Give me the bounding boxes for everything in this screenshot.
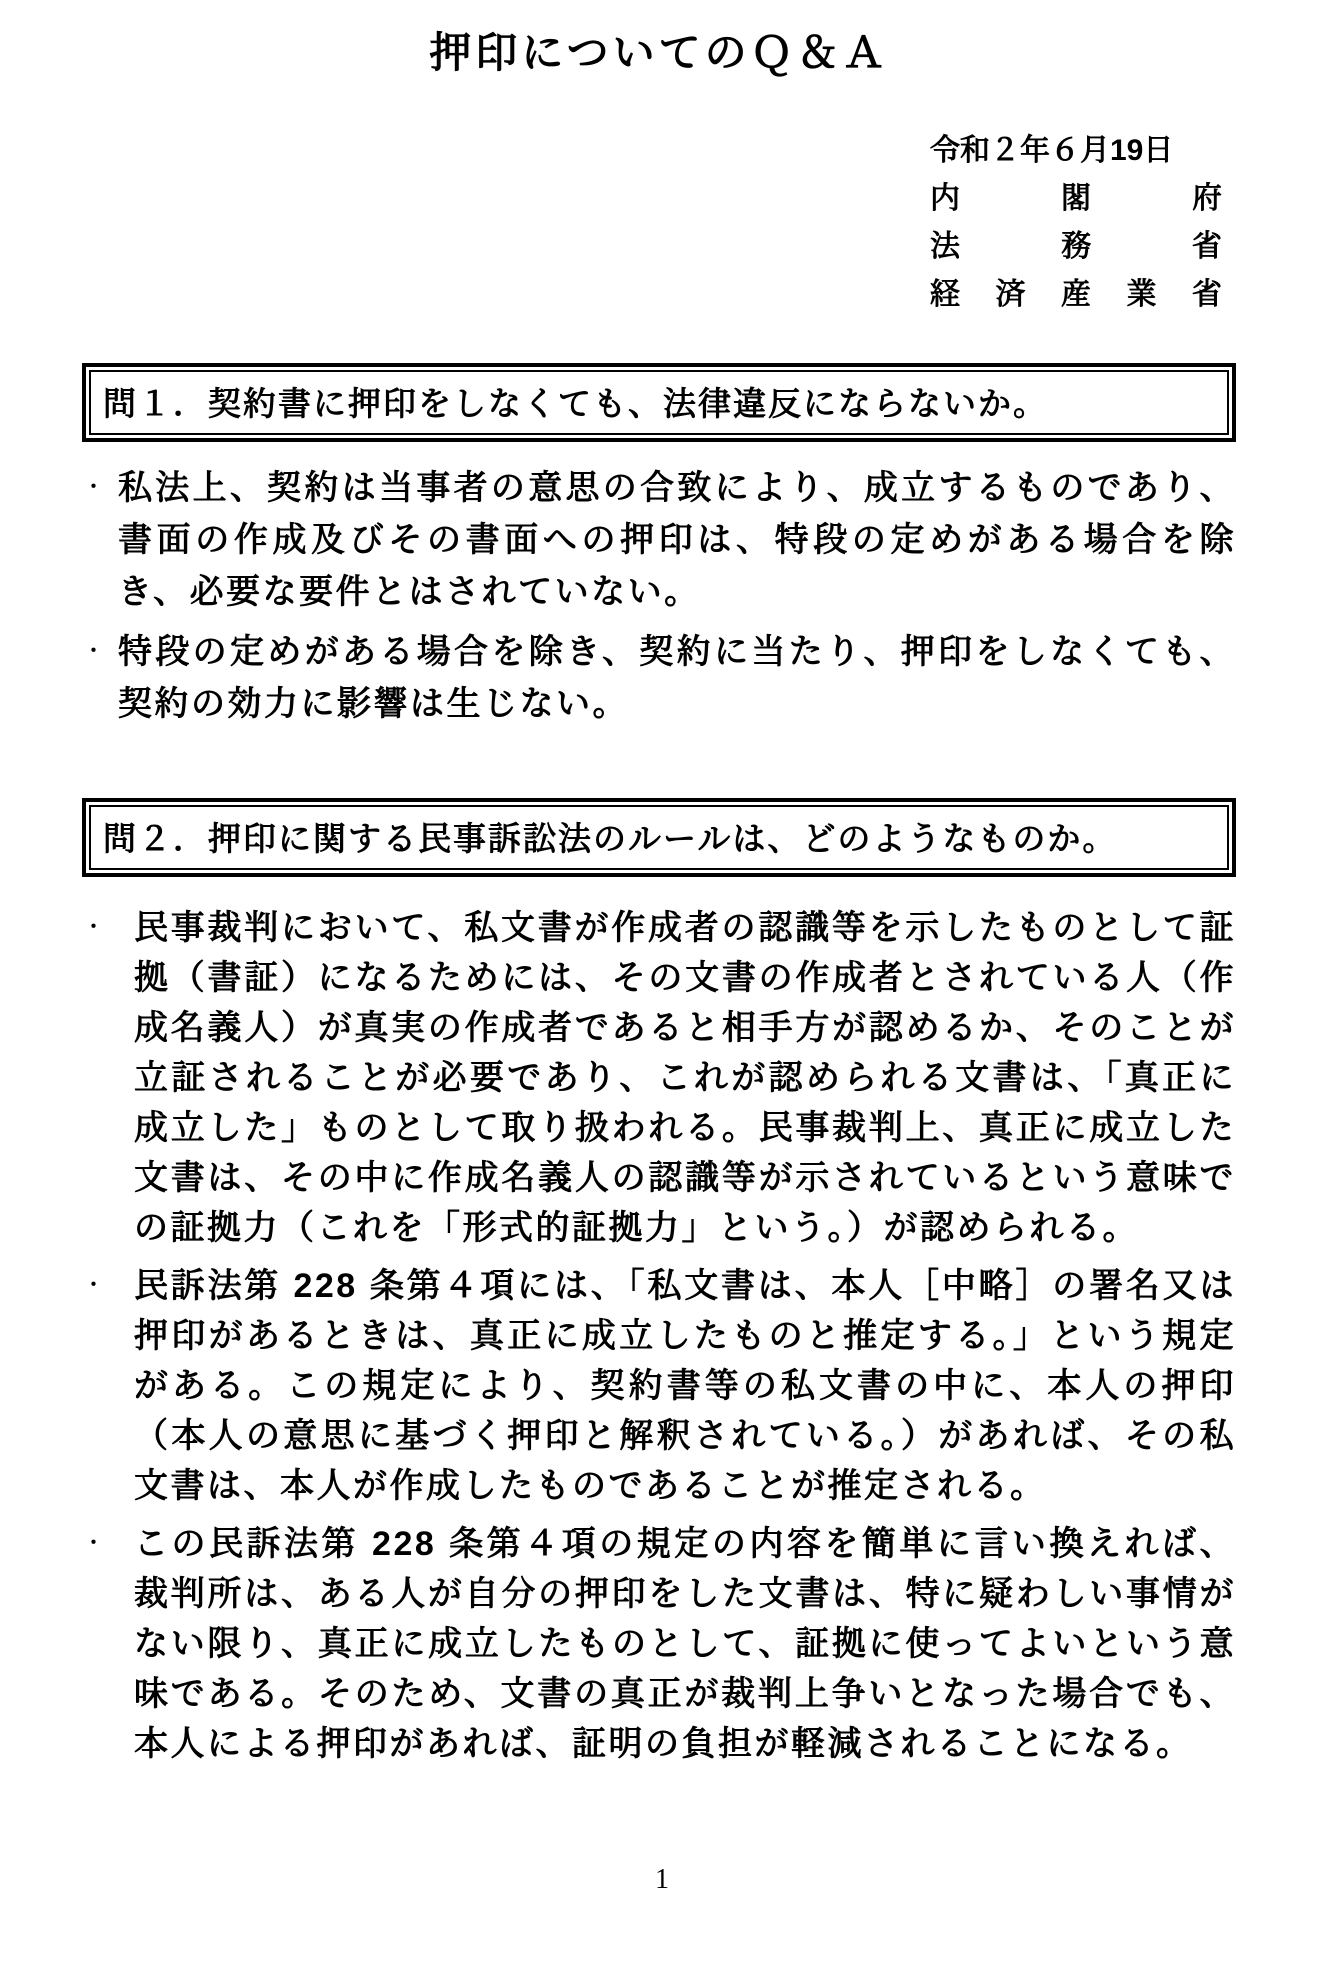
bullet-text: 民事裁判において、私文書が作成者の認識等を示したものとして証拠（書証）になるためには、その文書の作成者とされている人（作成名義人）が真実の作成者であると相手方が認めるか、そのことが立証されることが必要であり、これが認められる文書は、「真正に成立した」ものとして取り扱われる。民事裁判上、真正に成立した文書は、その中に作成名義人の認識等が示されているという意味での証拠力（これを「形式的証拠力」という。）が認められる。	[134, 908, 1236, 1247]
bullet-item	[82, 903, 1236, 1253]
bullet-text: この民訴法第 228 条第４項の規定の内容を簡単に言い換えれば、裁判所は、ある人が自分の押印をした文書は、特に疑わしい事情がない限り、真正に成立したものとして、証拠に使ってよいという意味である。そのため、文書の真正が裁判上争いとなった場合でも、本人による押印があれば、証明の負担が軽減されることになる。	[134, 1524, 1236, 1763]
page-number: 1	[655, 1864, 669, 1895]
qa-sections-container	[82, 363, 1236, 1769]
bullet-text: 民訴法第 228 条第４項には、「私文書は、本人［中略］の署名又は押印があるときは、真正に成立したものと推定する。」という規定がある。この規定により、契約書等の私文書の中に、本人の押印（本人の意思に基づく押印と解釈されている。）があれば、その私文書は、本人が作成したものであることが推定される。	[134, 1266, 1236, 1505]
qa-section	[82, 798, 1236, 1769]
agency-name: 内閣府	[930, 181, 1222, 215]
bullet-item	[82, 462, 1236, 618]
agency-lines	[930, 175, 1222, 319]
question-text: 問１．契約書に押印をしなくても、法律違反にならないか。	[103, 384, 1048, 422]
question-box-inner	[89, 805, 1229, 870]
agency-name: 経済産業省	[930, 277, 1222, 311]
bullet-marker-icon: ・	[84, 640, 104, 662]
bullet-marker-icon: ・	[84, 1274, 104, 1296]
bullet-item	[82, 626, 1236, 730]
bullet-marker-icon: ・	[84, 1532, 104, 1554]
bullet-list	[82, 903, 1236, 1769]
document-date: 令和２年６月19日	[930, 133, 1174, 167]
qa-section	[82, 363, 1236, 730]
page-title: 押印についてのＱ＆Ａ	[429, 29, 889, 76]
question-box	[82, 798, 1236, 877]
question-text: 問２．押印に関する民事訴訟法のルールは、どのようなものか。	[103, 819, 1118, 857]
bullet-list	[82, 462, 1236, 730]
bullet-item	[82, 1519, 1236, 1769]
bullet-item	[82, 1261, 1236, 1511]
bullet-marker-icon: ・	[84, 916, 104, 938]
bullet-text: 私法上、契約は当事者の意思の合致により、成立するものであり、書面の作成及びその書面への押印は、特段の定めがある場合を除き、必要な要件とはされていない。	[118, 468, 1236, 611]
bullet-marker-icon: ・	[84, 476, 104, 498]
agency-name: 法務省	[930, 229, 1222, 263]
bullet-text: 特段の定めがある場合を除き、契約に当たり、押印をしなくても、契約の効力に影響は生じない。	[118, 632, 1236, 723]
question-box-inner	[89, 370, 1229, 435]
date-agency-block	[930, 127, 1222, 319]
question-box	[82, 363, 1236, 442]
